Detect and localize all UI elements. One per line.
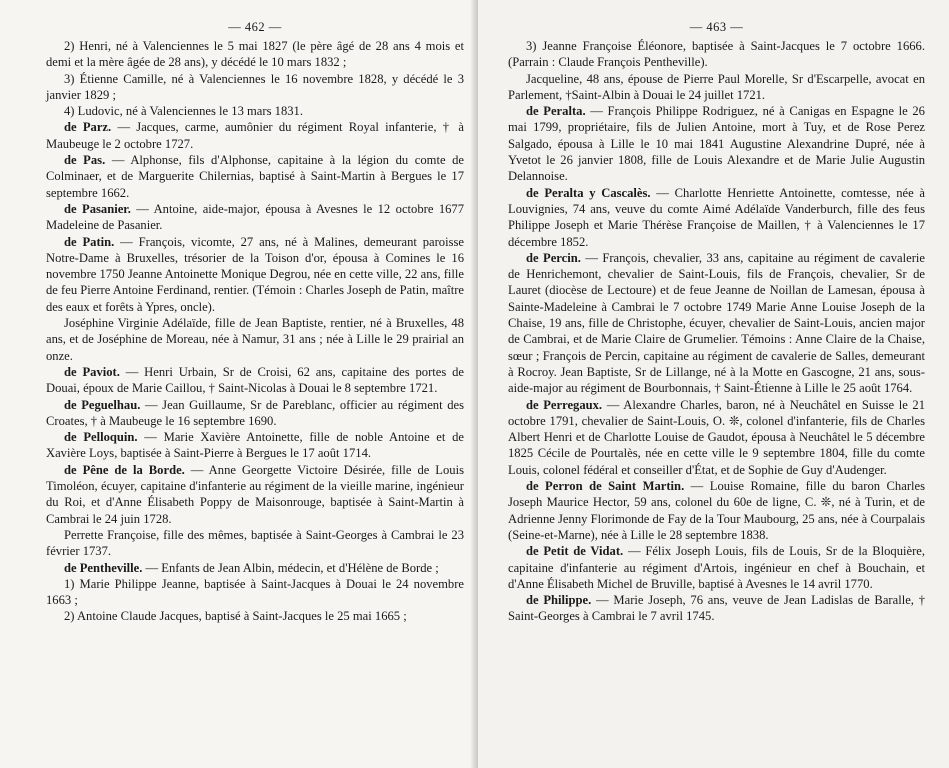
genealogy-entry — [46, 429, 464, 462]
entry-text: — Henri Urbain, Sr de Croisi, 62 ans, capitaine des portes de Douai, époux de Marie Caillou, † Saint-Nicolas à Douai le 8 septembre 1721. — [46, 364, 464, 396]
entry-family-name: de Petit de Vidat. — [526, 544, 624, 559]
entry-text: — Marie Xavière Antoinette, fille de noble Antoine et de Xavière Loys, baptisée à Saint-Pierre à Bergues le 17 août 1714. — [46, 430, 464, 461]
entry-text: — Jacques, carme, aumônier du régiment Royal infanterie, † à Maubeuge le 2 octobre 1727. — [46, 120, 465, 151]
entry-family-name: de Peralta. — [526, 104, 586, 119]
entry-family-name: de Perron de Saint Martin. — [526, 479, 685, 494]
entry-text: Perrette Françoise, fille des mêmes, baptisée à Saint-Georges à Cambrai le 23 février 1737. — [46, 527, 464, 559]
entry-text: — Félix Joseph Louis, fils de Louis, Sr de la Bloquière, capitaine d'infanterie au régiment d'Artois, ingénieur en chef à Bouchain, et d'Anne Élisabeth Michel de Bruville, baptisé à Avesnes le 14 avril 1770. — [508, 544, 926, 591]
genealogy-entry — [46, 71, 464, 104]
genealogy-entry — [46, 560, 464, 576]
genealogy-entry — [46, 462, 464, 527]
entry-text: 1) Marie Philippe Jeanne, baptisée à Saint-Jacques à Douai le 24 novembre 1663 ; — [46, 576, 464, 608]
entry-family-name: de Peguelhau. — [64, 397, 141, 412]
genealogy-entry — [508, 592, 925, 625]
entry-text: — Alexandre Charles, baron, né à Neuchâtel en Suisse le 21 octobre 1791, chevalier de Saint-Louis, O. ❊, colonel d'infanterie, fils de Charles Albert Henri et de Charlotte Louise de Gaudot, épousa à Neuchâtel le 5 décembre 1825 Cécile de Pourtalès, née en cette ville le 9 septembre 1804, fille du comte Louis, colonel fédéral et conseiller d'État, et de Sophie de Guy d'Audenger. — [508, 397, 926, 477]
entry-text: — François Philippe Rodriguez, né à Canigas en Espagne le 26 mai 1799, propriétaire, fils de Julien Antoine, mort à Tuy, et de Rose Perez Salgado, épousa à Lille le 10 mai 1841 Augustine Alexandrine Dupré, née à Yvetot le 26 janvier 1808, fille de Louis Alexandre et de Marie Julie Augustin Delannoise. — [508, 104, 925, 184]
entry-family-name: de Percin. — [526, 250, 581, 265]
entry-family-name: de Pasanier. — [64, 201, 131, 216]
genealogy-entry — [508, 185, 925, 250]
genealogy-entry — [46, 608, 464, 624]
genealogy-entry — [508, 38, 925, 71]
entry-family-name: de Patin. — [64, 234, 115, 249]
genealogy-entry — [46, 576, 464, 609]
genealogy-entry — [46, 201, 464, 234]
entry-text: Joséphine Virginie Adélaïde, fille de Jean Baptiste, rentier, né à Bruxelles, 48 ans, et de Joséphine de Moreau, née à Namur, 31 ans ; née à Lille le 29 prairial an onze. — [46, 316, 464, 363]
page-number-right: — 463 — — [689, 20, 744, 34]
genealogy-entry — [508, 543, 925, 592]
entry-text: — Jean Guillaume, Sr de Pareblanc, officier au régiment des Croates, † à Maubeuge le 16 septembre 1690. — [46, 397, 464, 428]
genealogy-entry — [46, 364, 464, 397]
entry-family-name: de Perregaux. — [526, 397, 603, 412]
genealogy-entry — [508, 250, 925, 397]
genealogy-entry — [46, 397, 464, 430]
entry-text: — François, chevalier, 33 ans, capitaine au régiment de cavalerie de Henrichemont, chevalier de Saint-Louis, fils de François, chevalier, Sr de Lauret (diocèse de Lectoure) et de feue Jeanne de Noillan de Lamesan, épousa à Sainte-Madeleine à Cambrai le 7 octobre 1749 Marie Anne Louise Joseph de la Chaise, 19 ans, fille de Christophe, écuyer, chevalier de Saint-Louis, ancien major de Cambrai, et de Marie Claire de Grumelier. Témoins : Anne Claire de la Chaise, sœur ; François de Percin, capitaine au régiment de cavalerie de Salles, demeurant à Rocroy. Jean Baptiste, Sr de Lillange, né à la Motte en Gascogne, 21 ans, sous-aide-major au régiment de Bourbonnais, † Saint-Étienne à Lille le 25 août 1764. — [508, 250, 925, 396]
entry-text: 2) Henri, né à Valenciennes le 5 mai 1827 (le père âgé de 28 ans 4 mois et demi et la mère âgée de 28 ans), y décédé le 10 mars 1832 ; — [46, 39, 464, 70]
genealogy-entry — [46, 38, 464, 71]
entry-family-name: de Parz. — [64, 120, 112, 135]
entry-text: — Anne Georgette Victoire Désirée, fille de Louis Timoléon, écuyer, capitaine d'infanterie au régiment de la vieille marine, ingénieur du Roi, et d'Anne Élisabeth Poppy de Maisonrouge, baptisée à Saint-Martin à Cambrai le 24 juin 1728. — [46, 462, 464, 526]
entry-text: — Louise Romaine, fille du baron Charles Joseph Maurice Hector, 59 ans, colonel du 60e de ligne, C. ❊, né à Turin, et de Adrienne Jenny Florimonde de Fay de la Tour Maubourg, 25 ans, née à Courpalais (Seine-et-Marne), née à Lille le 28 septembre 1838. — [508, 479, 925, 542]
entry-family-name: de Pêne de la Borde. — [64, 462, 185, 477]
genealogy-entry — [46, 234, 464, 315]
entry-family-name: de Pelloquin. — [64, 430, 138, 445]
page-number-left: — 462 — — [228, 20, 282, 34]
genealogy-entry — [46, 315, 464, 364]
entry-text: 2) Antoine Claude Jacques, baptisé à Saint-Jacques le 25 mai 1665 ; — [64, 609, 407, 624]
entry-text: — François, vicomte, 27 ans, né à Malines, demeurant paroisse Notre-Dame à Bruxelles, trésorier de la Toison d'or, épousa à Comines le 16 novembre 1750 Jeanne Antoinette Monique Degrou, née en cette ville, 22 ans, fille de feu Pierre Antoine Ferdinand, rentier. (Témoin : Charles Joseph de Patin, maître des eaux et forêts à Ypres, oncle). — [46, 234, 464, 314]
entry-family-name: de Pentheville. — [64, 560, 143, 575]
entry-text: — Enfants de Jean Albin, médecin, et d'Hélène de Borde ; — [142, 560, 439, 575]
right-page — [478, 0, 949, 768]
entry-family-name: de Pas. — [64, 153, 106, 168]
entry-text: — Charlotte Henriette Antoinette, comtesse, née à Louvignies, 74 ans, veuve du comte Aimé Adélaïde Vanderburch, fille des feus Philippe Joseph et Marie Thérèse Françoise de Maillen, † à Valenciennes le 17 décembre 1852. — [508, 185, 926, 249]
right-entries — [508, 38, 925, 625]
entry-family-name: de Philippe. — [526, 593, 592, 608]
genealogy-entry — [46, 152, 464, 201]
entry-text: — Antoine, aide-major, épousa à Avesnes le 12 octobre 1677 Madeleine de Pasanier. — [46, 201, 464, 233]
genealogy-entry — [508, 478, 925, 543]
entry-text: — Alphonse, fils d'Alphonse, capitaine à la légion du comte de Colminaer, et de Marguerite Chilernias, baptisé à Saint-Martin à Bergues le 17 septembre 1662. — [46, 153, 465, 200]
genealogy-entry — [46, 527, 464, 560]
genealogy-entry — [508, 103, 925, 184]
entry-text: — Marie Joseph, 76 ans, veuve de Jean Ladislas de Baralle, † Saint-Georges à Cambrai le 7 avril 1745. — [508, 593, 925, 624]
entry-family-name: de Peralta y Cascalès. — [526, 185, 651, 200]
entry-text: 4) Ludovic, né à Valenciennes le 13 mars 1831. — [64, 104, 303, 119]
entry-family-name: de Paviot. — [64, 364, 120, 379]
entry-text: 3) Étienne Camille, né à Valenciennes le 16 novembre 1828, y décédé le 3 janvier 1829 ; — [46, 71, 464, 102]
entry-text: 3) Jeanne Françoise Éléonore, baptisée à Saint-Jacques le 7 octobre 1666. (Parrain : Claude François Pentheville). — [508, 39, 925, 70]
entry-text: Jacqueline, 48 ans, épouse de Pierre Paul Morelle, Sr d'Escarpelle, avocat en Parlement, †Saint-Albin à Douai le 24 juillet 1721. — [508, 71, 925, 102]
genealogy-entry — [46, 103, 464, 119]
left-entries — [46, 38, 464, 625]
genealogy-entry — [46, 119, 464, 152]
genealogy-entry — [508, 397, 925, 478]
genealogy-entry — [508, 71, 925, 104]
